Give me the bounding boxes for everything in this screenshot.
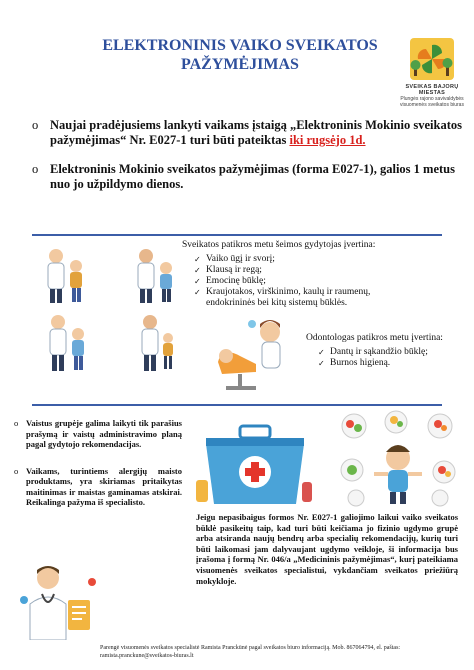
healthy-food-illustration	[334, 410, 464, 508]
page-title: ELEKTRONINIS VAIKO SVEIKATOS PAŽYMĖJIMAS	[102, 37, 378, 73]
logo-sub1: Plungės rajono savivaldybės	[400, 96, 464, 102]
checklist-item: ✓ Burnos higieną.	[318, 358, 456, 369]
bullet-circle-icon: o	[32, 118, 39, 132]
top-bullet-2	[32, 162, 464, 192]
logo	[398, 34, 466, 108]
family-doctor-heading: Sveikatos patikros metu šeimos gydytojas įvertina:	[182, 240, 376, 250]
footer-contact: Parengė visuomenės sveikatos specialistė Ramista Pranckūnė pagal sveikatos biuro informaciją. Mob. 867064794, el. paštas: ramista.pranckune@sveikatos-biuras.lt	[100, 645, 401, 659]
bullet-circle-icon: o	[14, 465, 19, 476]
deadline-highlight: iki rugsėjo 1d.	[289, 133, 366, 147]
divider-middle	[32, 404, 442, 406]
medicine-text: Vaistus grupėje galima laikyti tik parašius prašymą ir vaistų administravimo planą pagal gydytojo rekomendacijas.	[26, 418, 182, 449]
top-bullet-1-text: Naujai pradėjusiems lankyti vaikams įstaigą „Elektroninis Mokinio sveikatos pažymėjimas“ Nr. E027-1 turi būti pateiktas	[50, 118, 462, 147]
top-bullets	[32, 118, 464, 206]
dentist-heading: Odontologas patikros metu įvertina:	[306, 333, 443, 343]
bullet-circle-icon: o	[32, 162, 39, 176]
logo-sub2: visuomenės sveikatos biuras	[400, 102, 464, 108]
checklist-item: ✓ Emocinę būklę;	[194, 276, 454, 287]
top-bullet-2-text: Elektroninis Mokinio sveikatos pažymėjimas (forma E027-1), galios 1 metus nuo jo užpildymo dienos.	[50, 162, 455, 191]
bullet-circle-icon: o	[14, 418, 19, 428]
checklist-item: ✓ Klausą ir regą;	[194, 265, 454, 276]
top-bullet-1	[32, 118, 464, 148]
checklist-item: ✓ Vaiko ūgį ir svorį;	[194, 254, 454, 265]
logo-name: SVEIKAS BAJORŲ MIESTAS	[405, 84, 459, 96]
dentist-illustration	[212, 316, 298, 392]
dentist-section	[306, 333, 456, 369]
family-doctor-section	[182, 240, 454, 309]
doctor-clipboard-illustration	[18, 560, 98, 640]
doctor-illustrations	[34, 242, 182, 374]
logo-emblem-icon	[404, 34, 460, 84]
medical-bag-illustration	[196, 420, 314, 506]
form-change-paragraph: Jeigu nepasibaigus formos Nr. E027-1 galiojimo laikui vaiko sveikatos būklė pasikeitų taip, kad turi būti keičiama jo fizinio ugdymo grupė arba atsiranda naujų bendrų arba specialių rekomendacijų, kurių turi būti laikomasi jam dalyvaujant ugdymo veikloje, ši informacija bus įrašoma į formą Nr. 046/a „Medicininis pažymėjimas“, kurį pateikiama visuomenės sveikatos specialistui, vykdančiam sveikatos priežiūrą mokykloje.	[196, 512, 458, 586]
checklist-item: ✓ Dantų ir sąkandžio būklę;	[318, 347, 456, 358]
doctor-child-icon	[48, 249, 82, 303]
allergy-text: Vaikams, turintiems alergijų maisto produktams, yra skiriamas pritaikytas maitinimas ir maistas gaminamas atskirai. Reikalinga pažyma iš specialisto.	[26, 465, 182, 507]
medicine-bullet	[14, 418, 182, 450]
divider-top	[32, 234, 442, 236]
allergy-bullet	[14, 466, 182, 508]
checklist-item: ✓ Kraujotakos, virškinimo, kaulų ir raumenų, endokrininės bei kitų sistemų būklės.	[194, 287, 384, 309]
left-bullets	[14, 418, 182, 508]
